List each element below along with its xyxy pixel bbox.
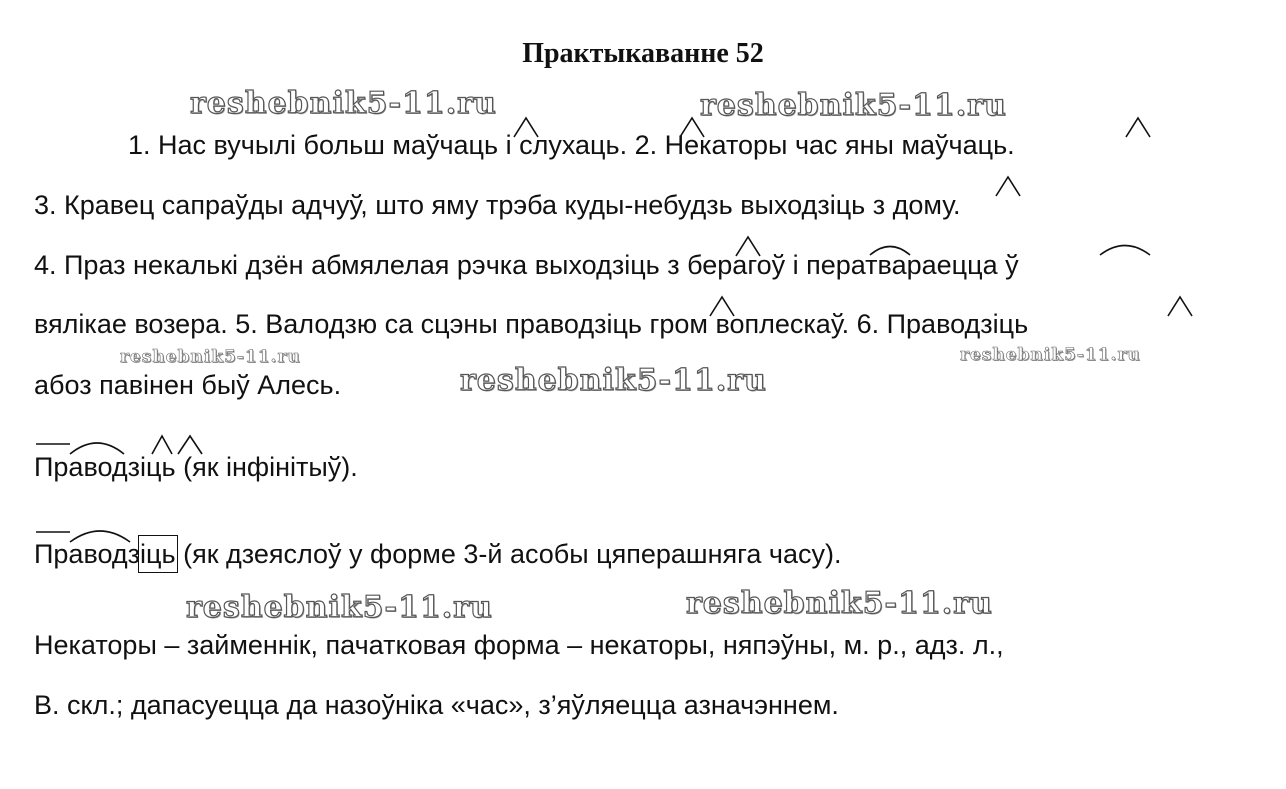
paragraph-line-2: В. скл.; дапасуецца да назоўніка «час», з’яўляецца азначэннем.	[34, 690, 839, 720]
verb-note: (як дзеяслоў у форме 3-й асобы цяперашняга часу).	[175, 539, 842, 569]
verb-analysis	[34, 537, 841, 571]
verb-stem: Праводз	[34, 539, 141, 569]
verb-ending: іць	[140, 539, 176, 569]
watermark: reshebnik5-11.ru	[686, 586, 993, 621]
watermark: reshebnik5-11.ru	[186, 590, 493, 625]
paragraph-line-1: Некаторы – займеннік, пачатковая форма – некаторы, няпэўны, м. р., адз. л.,	[34, 630, 1004, 660]
watermark: reshebnik5-11.ru	[120, 347, 301, 367]
exercise-line-4: вялікае возера. 5. Валодзю са сцэны праводзіць гром воплескаў. 6. Праводзіць	[34, 309, 1029, 339]
watermark: reshebnik5-11.ru	[190, 86, 497, 121]
infinitive-note: (як інфінітыў).	[175, 452, 358, 482]
exercise-line-3: 4. Праз некалькі дзён абмялелая рэчка выходзіць з берагоў і ператвараецца ў	[34, 250, 1019, 280]
infinitive-word: Праводзіць	[34, 452, 176, 482]
page-title: Практыкаванне 52	[522, 38, 764, 69]
watermark: reshebnik5-11.ru	[460, 363, 767, 398]
watermark: reshebnik5-11.ru	[700, 88, 1007, 123]
watermark: reshebnik5-11.ru	[960, 345, 1141, 365]
infinitive-analysis	[34, 450, 358, 484]
exercise-line-2: 3. Кравец сапраўды адчуў, што яму трэба куды-небудзь выходзіць з дому.	[34, 190, 961, 220]
exercise-line-5: абоз павінен быў Алесь.	[34, 370, 342, 400]
exercise-line-1: 1. Нас вучылі больш маўчаць і слухаць. 2. Некаторы час яны маўчаць.	[128, 130, 1015, 160]
